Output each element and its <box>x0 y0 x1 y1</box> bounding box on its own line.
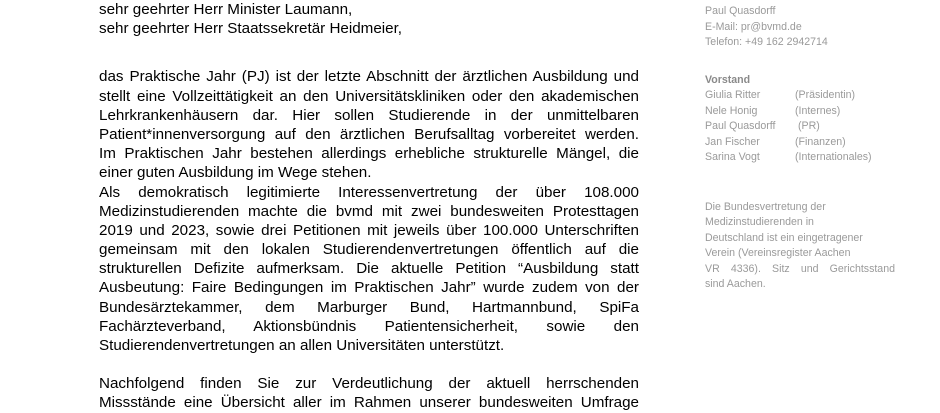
board-member-name: Sarina Vogt <box>705 151 760 163</box>
note-line: Medizinstudierenden in <box>705 216 814 228</box>
board-member-name: Nele Honig <box>705 104 758 117</box>
paragraph-praktisches-jahr <box>99 67 639 182</box>
paragraph-line: Patient*innenversorgung auf den ärztlichen Berufsalltag vorbereitet werden. <box>99 125 639 143</box>
association-note <box>705 200 895 293</box>
board-member <box>705 150 905 166</box>
note-line: VR 4336). Sitz und Gerichtsstand <box>705 262 895 275</box>
paragraph-line: Im Praktischen Jahr bestehen allerdings erhebliche strukturelle Mängel, die <box>99 145 639 163</box>
board-member <box>705 119 905 135</box>
note-line: sind Aachen. <box>705 278 766 290</box>
paragraph-line: 2019 und 2023, sowie drei Petitionen mit jeweils über 100.000 Unterschriften <box>99 221 639 239</box>
letter-body <box>99 0 639 413</box>
paragraph-line: Missstände eine Übersicht aller im Rahmen unserer bundesweiten Umfrage <box>99 394 639 412</box>
note-line: Die Bundesvertretung der <box>705 200 826 213</box>
paragraph-line: Als demokratisch legitimierte Interessenvertretung der über 108.000 <box>99 183 639 201</box>
note-line: Verein (Vereinsregister Aachen <box>705 247 851 259</box>
paragraph-line: Bundesärztekammer, dem Marburger Bund, Hartmannbund, SpiFa <box>99 298 639 316</box>
paragraph-line: das Praktische Jahr (PJ) ist der letzte Abschnitt der ärztlichen Ausbildung und <box>99 68 639 86</box>
sidebar-contact <box>705 0 905 293</box>
paragraph-line: Studierendenvertretungen an allen Universitäten unterstützt. <box>99 337 505 354</box>
board-list <box>705 88 905 166</box>
paragraph-line: strukturellen Defizite aufmerksam. Die aktuelle Petition “Ausbildung statt <box>99 260 639 278</box>
paragraph-line: Fachärzteverband, Aktionsbündnis Patientensicherheit, sowie den <box>99 317 639 335</box>
paragraph-interessenvertretung <box>99 183 639 356</box>
salutation-minister: sehr geehrter Herr Minister Laumann, <box>99 1 353 18</box>
note-line: Deutschland ist ein eingetragener <box>705 231 863 244</box>
press-contact-email: E-Mail: pr@bvmd.de <box>705 20 802 33</box>
paragraph-line: einer guten Ausbildung im Wege stehen. <box>99 164 372 182</box>
salutation-secretary: sehr geehrter Herr Staatssekretär Heidmeier, <box>99 20 403 38</box>
board-member-role: (Präsidentin) <box>795 89 856 101</box>
paragraph-line: Medizinstudierenden machte die bvmd mit zwei bundesweiten Protesttagen <box>99 202 639 220</box>
paragraph-line: Nachfolgend finden Sie zur Verdeutlichung der aktuell herrschenden <box>99 375 639 393</box>
paragraph-line: Ausbeutung: Faire Bedingungen im Praktischen Jahr” wurde zudem von der <box>99 279 639 297</box>
board-member-name: Jan Fischer <box>705 135 760 148</box>
board-member-role: (PR) <box>798 120 820 132</box>
board-member-role: (Finanzen) <box>795 135 846 148</box>
press-contact-phone: Telefon: +49 162 2942714 <box>705 36 828 48</box>
board-member <box>705 104 905 120</box>
board-member-role: (Internationales) <box>795 151 872 163</box>
board-heading: Vorstand <box>705 73 751 86</box>
board-member-name: Giulia Ritter <box>705 89 761 101</box>
board-member <box>705 88 905 104</box>
paragraph-line: stellt eine Vollzeittätigkeit an den Universitätskliniken oder den akademischen <box>99 87 639 105</box>
paragraph-line: Lehrkrankenhäusern dar. Hier sollen Studierende in der unmittelbaren <box>99 106 639 124</box>
board-member-role: (Internes) <box>795 104 841 117</box>
paragraph-uebersicht <box>99 374 639 412</box>
board-member-name: Paul Quasdorff <box>705 120 776 132</box>
paragraph-line: gemeinsam mit den lokalen Studierendenvertretungen öffentlich auf die <box>99 241 639 259</box>
board-member <box>705 135 905 151</box>
press-contact-name: Paul Quasdorff <box>705 5 776 17</box>
